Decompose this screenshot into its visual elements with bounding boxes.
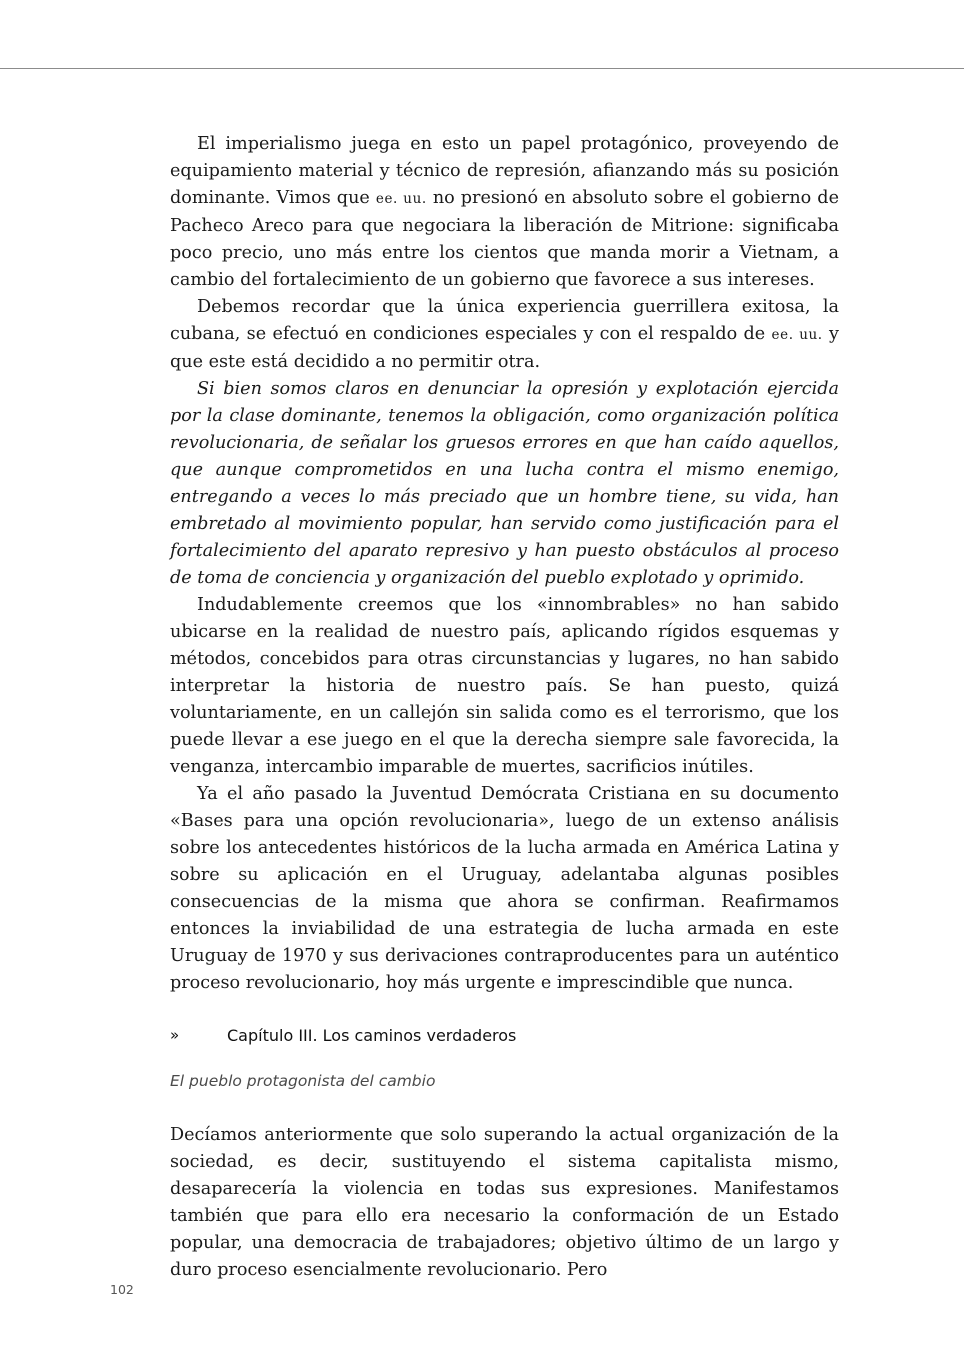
header-rule xyxy=(0,68,964,69)
chapter-marker: » xyxy=(170,1026,180,1044)
chapter-heading xyxy=(170,1023,839,1051)
paragraph-4: Indudablemente creemos que los «innombrables» no han sabido ubicarse en la realidad de nuestro país, aplicando rígidos esquemas y métodos, concebidos para otras circunstancias y lugares, no han sabido interpretar la historia de nuestro país. Se han puesto, quizá voluntariamente, en un callejón sin salida como es el terrorismo, que los puede llevar a ese juego en el que la derecha siempre sale favorecida, la venganza, intercambio imparable de muertes, sacrificios inútiles. xyxy=(170,595,839,777)
paragraph-2-text-b: y que este está decidido a no permitir otra. xyxy=(170,324,839,372)
paragraph-5: Ya el año pasado la Juventud Demócrata Cristiana en su documento «Bases para una opción revolucionaria», luego de un extenso análisis sobre los antecedentes históricos de la lucha armada en América Latina y sobre su aplicación en el Uruguay, adelantaba algunas posibles consecuencias de la misma que ahora se confirman. Reafirmamos entonces la inviabilidad de una estrategia de lucha armada en este Uruguay de 1970 y sus derivaciones contraproducentes para un auténtico proceso revolucionario, hoy más urgente e imprescindible que nunca. xyxy=(170,784,839,993)
paragraph-1-text-a: El imperialismo juega en esto un papel protagónico, proveyendo de equipamiento material y técnico de represión, afianzando más su posición dominante. Vimos que xyxy=(170,134,839,208)
paragraph-2 xyxy=(170,294,839,376)
section-subheading: El pueblo protagonista del cambio xyxy=(170,1072,436,1090)
paragraph-2-text-a: Debemos recordar que la única experiencia guerrillera exitosa, la cubana, se efectuó en condiciones especiales y con el respaldo de xyxy=(170,297,839,344)
abbreviation-usa: ee. uu. xyxy=(375,191,427,207)
body-text xyxy=(170,131,839,1284)
paragraph-1 xyxy=(170,131,839,294)
chapter-title: Capítulo III. Los caminos verdaderos xyxy=(227,1026,517,1045)
abbreviation-usa: ee. uu. xyxy=(771,327,823,343)
paragraph-1-text-b: no presionó en absoluto sobre el gobierno de Pacheco Areco para que negociara la liberación de Mitrione: significaba poco precio, uno más entre los cientos que manda morir a Vietnam, a cambio del fortalecimiento de un gobierno que favorece a sus intereses. xyxy=(170,188,839,290)
paragraph-3-italic: Si bien somos claros en denunciar la opresión y explotación ejercida por la clase dominante, tenemos la obligación, como organización política revolucionaria, de señalar los gruesos errores en que han caído aquellos, que aunque comprometidos en una lucha contra el mismo enemigo, entregando a veces lo más preciado que un hombre tiene, su vida, han embretado al movimiento popular, han servido como justificación para el fortalecimiento del aparato represivo y han puesto obstáculos al proceso de toma de conciencia y organización del pueblo explotado y oprimido. xyxy=(170,379,839,588)
page-number: 102 xyxy=(110,1282,134,1297)
paragraph-6: Decíamos anteriormente que solo superando la actual organización de la sociedad, es decir, sustituyendo el sistema capitalista mismo, desaparecería la violencia en todas sus expresiones. Manifestamos también que para ello era necesario la conformación de un Estado popular, una democracia de trabajadores; objetivo último de un largo y duro proceso esencialmente revolucionario. Pero xyxy=(170,1125,839,1280)
